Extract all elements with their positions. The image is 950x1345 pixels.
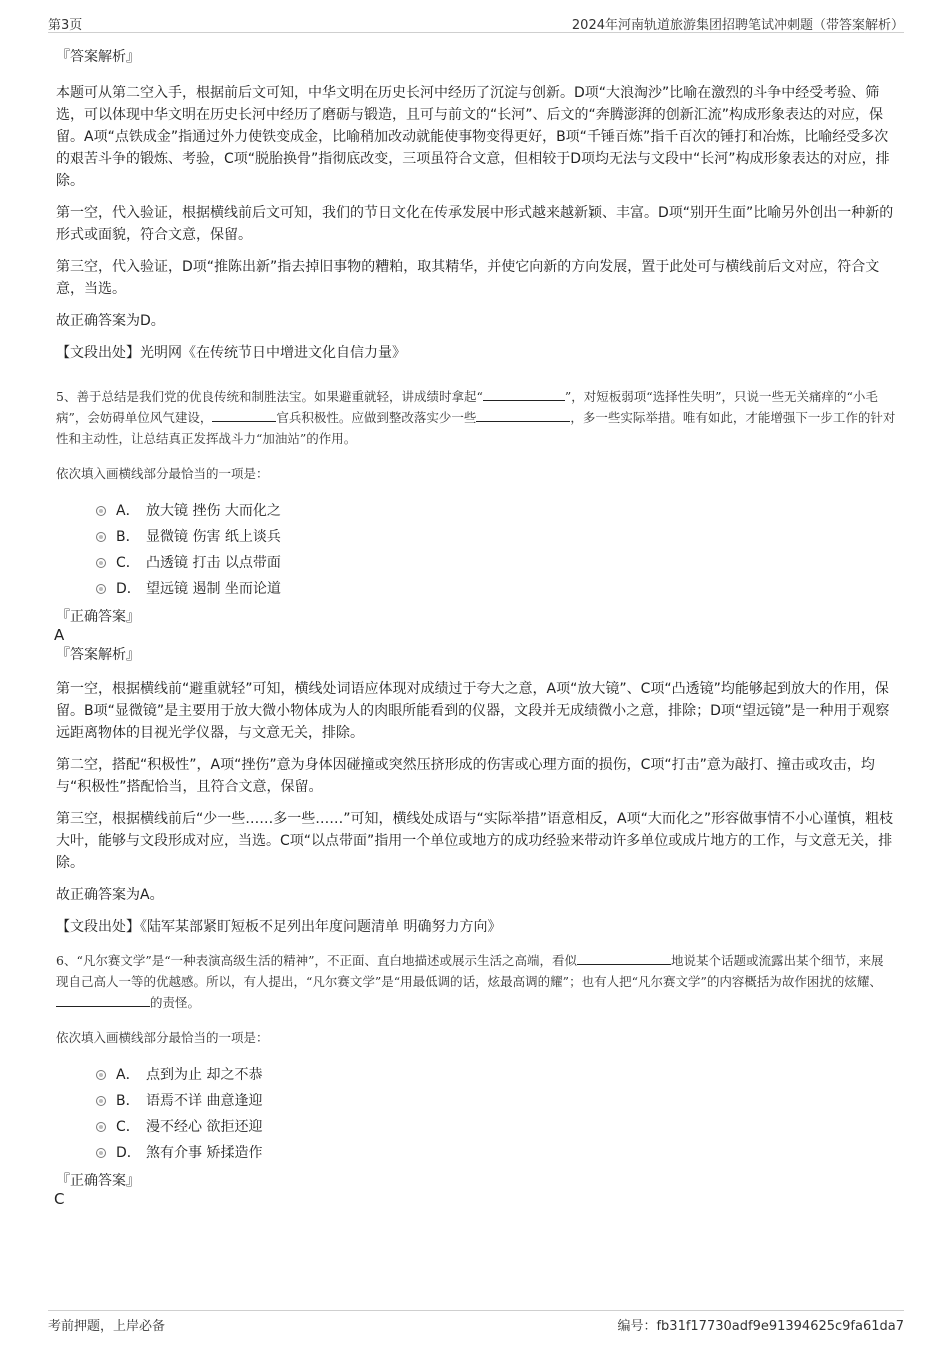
option-d[interactable]: D． 煞有介事 矫揉造作 [96, 1140, 896, 1166]
fill-blank [56, 994, 150, 1007]
fill-blank [577, 952, 671, 965]
footer-slogan: 考前押题，上岸必备 [48, 1319, 166, 1334]
analysis-paragraph: 第一空，根据横线前“避重就轻”可知，横线处词语应体现对成绩过于夸大之意，A项“放大镜”、C项“凸透镜”均能够起到放大的作用，保留。B项“显微镜”是主要用于放大微小物体成为人的肉眼所能看到的仪器，文段并无成绩微小之意，排除；D项“望远镜”是一种用于观察远距离物体的目视光学仪器，与文意无关，排除。 [56, 681, 890, 741]
analysis-conclusion: 故正确答案为D。 [56, 313, 165, 329]
radio-icon[interactable] [96, 506, 106, 516]
source-citation: 【文段出处】光明网《在传统节日中增进文化自信力量》 [56, 345, 406, 361]
option-d[interactable]: D． 望远镜 遏制 坐而论道 [96, 576, 896, 602]
analysis-paragraph: 第一空，代入验证，根据横线前后文可知，我们的节日文化在传承发展中形式越来越新颖、丰富。D项“别开生面”比喻另外创出一种新的形式或面貌，符合文意，保留。 [56, 205, 894, 243]
fill-blank [476, 409, 570, 422]
radio-icon[interactable] [96, 532, 106, 542]
source-citation: 【文段出处】《陆军某部紧盯短板不足列出年度问题清单 明确努力方向》 [56, 919, 502, 935]
correct-answer-heading: 『正确答案』 [56, 1173, 140, 1189]
question-prompt: 依次填入画横线部分最恰当的一项是： [56, 466, 269, 481]
analysis-heading: 『答案解析』 [56, 647, 140, 663]
radio-icon[interactable] [96, 1070, 106, 1080]
radio-icon[interactable] [96, 558, 106, 568]
radio-icon[interactable] [96, 584, 106, 594]
page-number: 第3页 [48, 18, 83, 33]
question-6-options [56, 1062, 896, 1166]
question-6-stem: 6、“凡尔赛文学”是“一种表演高级生活的精神”，不正面、直白地描述或展示生活之高端，看似 地说某个话题或流露出某个细节，来展现自己高人一等的优越感。所以，有人提出，“凡尔赛文学”是“用最低调的话，炫最高调的耀”；也有人把“凡尔赛文学”的内容概括为故作困扰的炫耀、的责怪。 [56, 953, 884, 1010]
page-footer [48, 1310, 904, 1334]
correct-answer: C [54, 1190, 65, 1208]
option-a[interactable]: A． 放大镜 挫伤 大而化之 [96, 498, 896, 524]
analysis-heading: 『答案解析』 [56, 49, 140, 65]
option-a[interactable]: A． 点到为止 却之不恭 [96, 1062, 896, 1088]
analysis-paragraph: 第三空，代入验证，D项“推陈出新”指去掉旧事物的糟粕，取其精华，并使它向新的方向发展，置于此处可与横线前后文对应，符合文意，当选。 [56, 259, 880, 297]
option-b[interactable]: B． 显微镜 伤害 纸上谈兵 [96, 524, 896, 550]
document-code-value: fb31f17730adf9e91394625c9fa61da7 [656, 1319, 904, 1334]
option-c[interactable]: C． 漫不经心 欲拒还迎 [96, 1114, 896, 1140]
question-5-options [56, 498, 896, 602]
radio-icon[interactable] [96, 1096, 106, 1106]
question-prompt: 依次填入画横线部分最恰当的一项是： [56, 1030, 269, 1045]
radio-icon[interactable] [96, 1122, 106, 1132]
page-content [56, 44, 896, 1208]
option-c[interactable]: C． 凸透镜 打击 以点带面 [96, 550, 896, 576]
analysis-paragraph: 第二空，搭配“积极性”，A项“挫伤”意为身体因碰撞或突然压挤形成的伤害或心理方面的损伤，C项“打击”意为敲打、撞击或攻击，均与“积极性”搭配恰当，且符合文意，保留。 [56, 757, 875, 795]
option-b[interactable]: B． 语焉不详 曲意逢迎 [96, 1088, 896, 1114]
correct-answer: A [54, 626, 65, 644]
correct-answer-heading: 『正确答案』 [56, 609, 140, 625]
question-5-stem: 5、善于总结是我们党的优良传统和制胜法宝。如果避重就轻，讲成绩时拿起“ ”，对短板弱项“选择性失明”，只说一些无关痛痒的“小毛病”，会妨碍单位风气建设， 官兵积极性。应做到整改落实少一些 ，多一些实际举措。唯有如此，才能增强下一步工作的针对性和主动性，让总结真正发挥战斗力“加油站”的作用。 [56, 389, 896, 446]
fill-blank [212, 409, 276, 422]
analysis-paragraph: 本题可从第二空入手，根据前后文可知，中华文明在历史长河中经历了沉淀与创新。D项“大浪淘沙”比喻在激烈的斗争中经受考验、筛选，可以体现中华文明在历史长河中经历了磨砺与锻造，且可与前文的“长河”、后文的“奔腾澎湃的创新汇流”构成形象表达的对应，保留。A项“点铁成金”指通过外力使铁变成金，比喻稍加改动就能使事物变得更好，B项“千锤百炼”指千百次的锤打和冶炼，比喻经受多次的艰苦斗争的锻炼、考验，C项“脱胎换骨”指彻底改变，三项虽符合文意，但相较于D项均无法与文段中“长河”构成形象表达的对应，排除。 [56, 85, 890, 189]
document-code [617, 1315, 904, 1334]
document-code-label: 编号： [617, 1319, 657, 1334]
analysis-paragraph: 第三空，根据横线前后“少一些……多一些……”可知，横线处成语与“实际举措”语意相反，A项“大而化之”形容做事情不小心谨慎，粗枝大叶，能够与文段形成对应，当选。C项“以点带面”指用一个单位或地方的成功经验来带动许多单位或成片地方的工作，与文意无关，排除。 [56, 811, 894, 871]
document-title: 2024年河南轨道旅游集团招聘笔试冲刺题（带答案解析） [571, 18, 904, 33]
page-header [48, 12, 904, 33]
analysis-conclusion: 故正确答案为A。 [56, 887, 164, 903]
radio-icon[interactable] [96, 1148, 106, 1158]
fill-blank [483, 388, 565, 401]
